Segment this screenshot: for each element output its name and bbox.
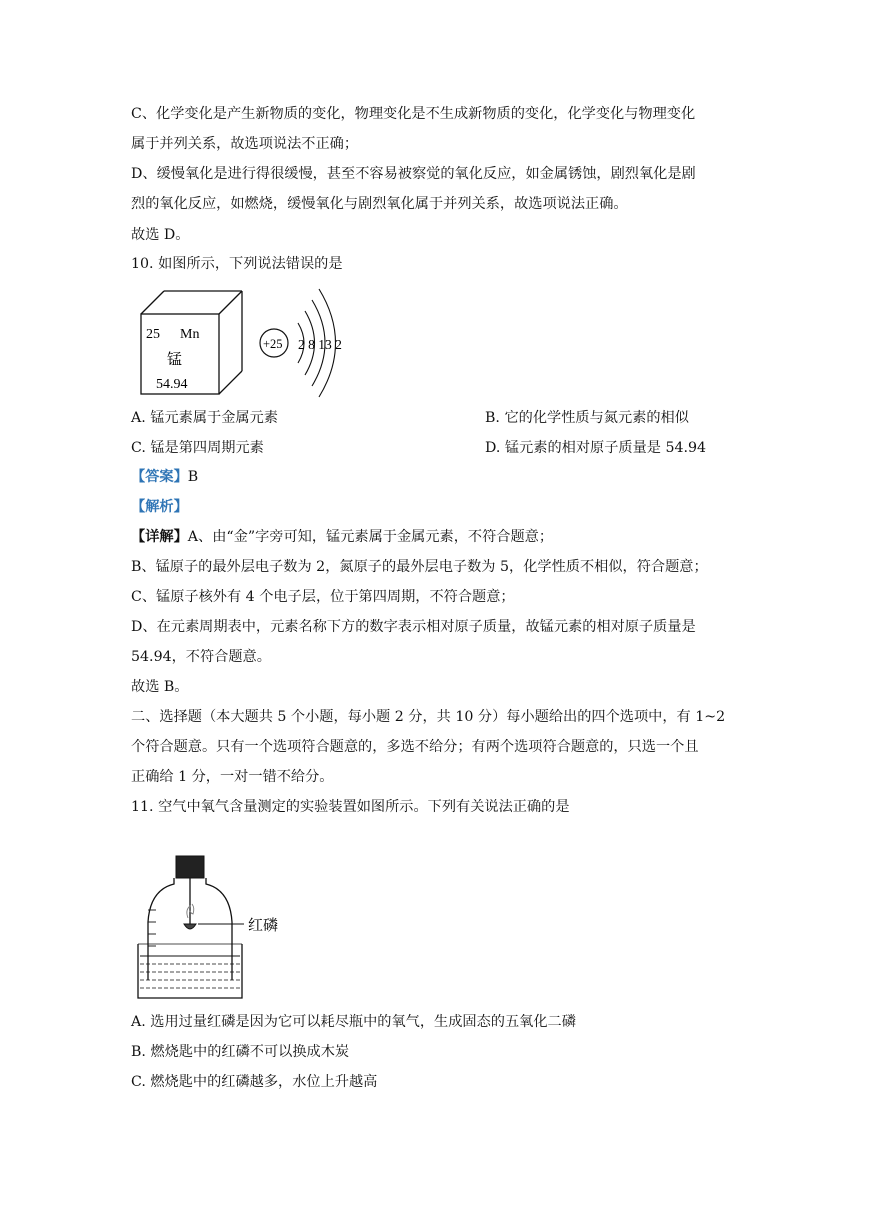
water-trough bbox=[138, 944, 242, 998]
q9-option-c-line2: 属于并列关系，故选项说法不正确； bbox=[131, 136, 359, 152]
q10-figure bbox=[138, 286, 378, 398]
answer-tag: 【答案】 bbox=[131, 469, 188, 485]
electron-shell-numbers: 2 8 13 2 bbox=[298, 337, 342, 352]
q11-stem: 11. 空气中氧气含量测定的实验装置如图所示。下列有关说法正确的是 bbox=[131, 799, 570, 815]
q10-detail-a-line bbox=[131, 527, 553, 547]
section2-line1: 二、选择题（本大题共 5 个小题，每小题 2 分，共 10 分）每小题给出的四个选项中，有 1~2 bbox=[131, 709, 726, 725]
q10-pick: 故选 B。 bbox=[131, 679, 189, 695]
q11-option-c[interactable]: C. 燃烧匙中的红磷越多，水位上升越高 bbox=[131, 1074, 378, 1090]
element-name: 锰 bbox=[167, 350, 183, 368]
q10-detail-b: B、锰原子的最外层电子数为 2，氮原子的最外层电子数为 5，化学性质不相似，符合题意； bbox=[131, 559, 708, 575]
q10-option-d[interactable]: D. 锰元素的相对原子质量是 54.94 bbox=[485, 440, 707, 456]
section2-line2: 个符合题意。只有一个选项符合题意的，多选不给分；有两个选项符合题意的，只选一个且 bbox=[131, 739, 699, 755]
q10-detail-c: C、锰原子核外有 4 个电子层，位于第四周期，不符合题意； bbox=[131, 589, 515, 605]
q11-option-b[interactable]: B. 燃烧匙中的红磷不可以换成木炭 bbox=[131, 1044, 350, 1060]
section2-line3: 正确给 1 分，一对一错不给分。 bbox=[131, 769, 334, 785]
q10-option-a[interactable]: A. 锰元素属于金属元素 bbox=[131, 410, 278, 426]
q9-pick: 故选 D。 bbox=[131, 227, 190, 243]
q11-option-a[interactable]: A. 选用过量红磷是因为它可以耗尽瓶中的氧气，生成固态的五氧化二磷 bbox=[131, 1014, 576, 1030]
q9-option-c-line1: C、化学变化是产生新物质的变化，物理变化是不生成新物质的变化，化学变化与物理变化 bbox=[131, 106, 696, 122]
red-phosphorus-label: 红磷 bbox=[248, 916, 279, 934]
q10-detail-d-line2: 54.94，不符合题意。 bbox=[131, 649, 271, 665]
nucleus-charge: +25 bbox=[263, 337, 283, 351]
q10-analysis-line bbox=[131, 497, 188, 517]
analysis-tag: 【解析】 bbox=[131, 499, 188, 515]
q10-detail-d-line1: D、在元素周期表中，元素名称下方的数字表示相对原子质量，故锰元素的相对原子质量是 bbox=[131, 619, 696, 635]
detail-a: A、由“金”字旁可知，锰元素属于金属元素，不符合题意； bbox=[187, 529, 554, 545]
element-symbol: Mn bbox=[180, 327, 200, 342]
answer-value: B bbox=[187, 469, 199, 485]
q10-answer-line bbox=[131, 467, 198, 487]
q9-option-d-line1: D、缓慢氧化是进行得很缓慢，甚至不容易被察觉的氧化反应，如金属锈蚀，剧烈氧化是剧 bbox=[131, 166, 696, 182]
element-atomic-number: 25 bbox=[146, 327, 160, 342]
q10-option-b[interactable]: B. 它的化学性质与氮元素的相似 bbox=[485, 410, 689, 426]
q10-option-c[interactable]: C. 锰是第四周期元素 bbox=[131, 440, 264, 456]
combustion-spoon bbox=[184, 924, 196, 929]
detail-tag: 【详解】 bbox=[131, 529, 188, 545]
q11-apparatus-figure bbox=[136, 852, 296, 1002]
element-mass: 54.94 bbox=[156, 377, 188, 392]
rubber-stopper bbox=[176, 856, 204, 878]
q9-option-d-line2: 烈的氧化反应，如燃烧，缓慢氧化与剧烈氧化属于并列关系，故选项说法正确。 bbox=[131, 196, 628, 212]
q10-stem: 10. 如图所示，下列说法错误的是 bbox=[131, 256, 343, 272]
